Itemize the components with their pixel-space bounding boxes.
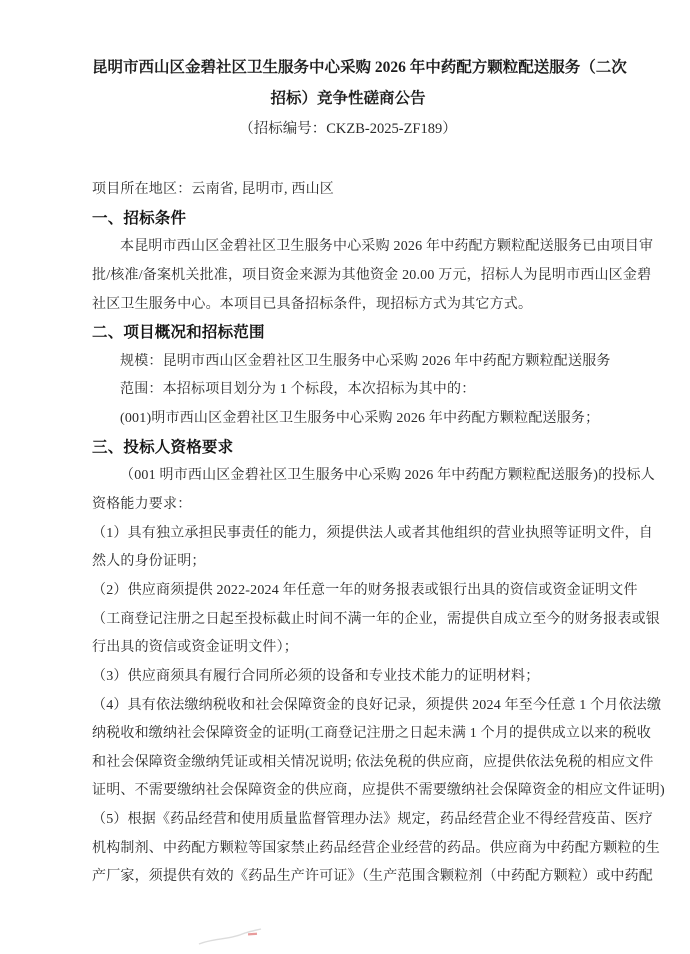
body-line: 社区卫生服务中心。本项目已具备招标条件，现招标方式为其它方式。 [92,296,533,312]
body-line: （工商登记注册之日起至投标截止时间不满一年的企业，需提供自成立至今的财务报表或银 [92,611,660,627]
body-line: 资格能力要求： [92,497,192,513]
project-region-line: 项目所在地区：云南省, 昆明市, 西山区 [92,182,334,197]
section-heading-bidder-qualifications: 三、投标人资格要求 [92,438,234,456]
scan-artifact [195,918,275,948]
scale-line: 规模：昆明市西山区金碧社区卫生服务中心采购 2026 年中药配方颗粒配送服务 [120,353,611,369]
lot-001-line: (001)明市西山区金碧社区卫生服务中心采购 2026 年中药配方颗粒配送服务； [120,411,600,427]
body-line: 纳税收和缴纳社会保障资金的证明(工商登记注册之日起未满 1 个月的提供成立以来的税收 [92,726,652,742]
section-heading-project-overview: 二、项目概况和招标范围 [92,324,265,342]
requirement-4-line: （4）具有依法缴纳税收和社会保障资金的良好记录，须提供 2024 年至今任意 1 个月依法缴 [92,697,662,713]
body-line: 行出具的资信或资金证明文件）； [92,640,298,656]
body-line: 批/核准/备案机关批准，项目资金来源为其他资金 20.00 万元，招标人为昆明市西山区金碧 [92,267,652,283]
requirement-5-line: （5）根据《药品经营和使用质量监督管理办法》规定，药品经营企业不得经营疫苗、医疗 [92,812,653,828]
body-line: 本昆明市西山区金碧社区卫生服务中心采购 2026 年中药配方颗粒配送服务已由项目审 [120,239,654,255]
title-line-1: 昆明市西山区金碧社区卫生服务中心采购 2026 年中药配方颗粒配送服务（二次 [92,59,627,76]
title-line-2: 招标）竞争性磋商公告 [270,90,426,107]
document-title [92,52,627,144]
body-line: 产厂家，须提供有效的《药品生产许可证》（生产范围含颗粒剂（中药配方颗粒）或中药配 [92,869,653,885]
scope-line: 范围：本招标项目划分为 1 个标段，本次招标为其中的： [120,382,476,398]
requirement-1-line: （1）具有独立承担民事责任的能力，须提供法人或者其他组织的营业执照等证明文件，自 [92,525,653,541]
document-content [92,0,665,892]
requirement-2-line: （2）供应商须提供 2022-2024 年任意一年的财务报表或银行出具的资信或资金证明文件 [92,582,638,598]
body-line: 证明、不需要缴纳社会保障资金的供应商，应提供不需要缴纳社会保障资金的相应文件证明) [92,783,665,799]
section-heading-tender-conditions: 一、招标条件 [92,209,187,227]
body-line: 然人的身份证明； [92,554,206,570]
requirement-3-line: （3）供应商须具有履行合同所必须的设备和专业技术能力的证明材料； [92,668,540,684]
body-line: 和社会保障资金缴纳凭证或相关情况说明; 依法免税的供应商，应提供依法免税的相应文件 [92,754,654,770]
document-body [92,176,665,892]
tender-number-line: （招标编号：CKZB-2025-ZF189） [239,121,457,137]
body-line: （001 明市西山区金碧社区卫生服务中心采购 2026 年中药配方颗粒配送服务)的投标人 [120,468,655,484]
scan-artifact-squiggle [199,929,261,944]
scan-artifact-red-mark [248,933,257,936]
body-line: 机构制剂、中药配方颗粒等国家禁止药品经营企业经营的药品。供应商为中药配方颗粒的生 [92,840,660,856]
